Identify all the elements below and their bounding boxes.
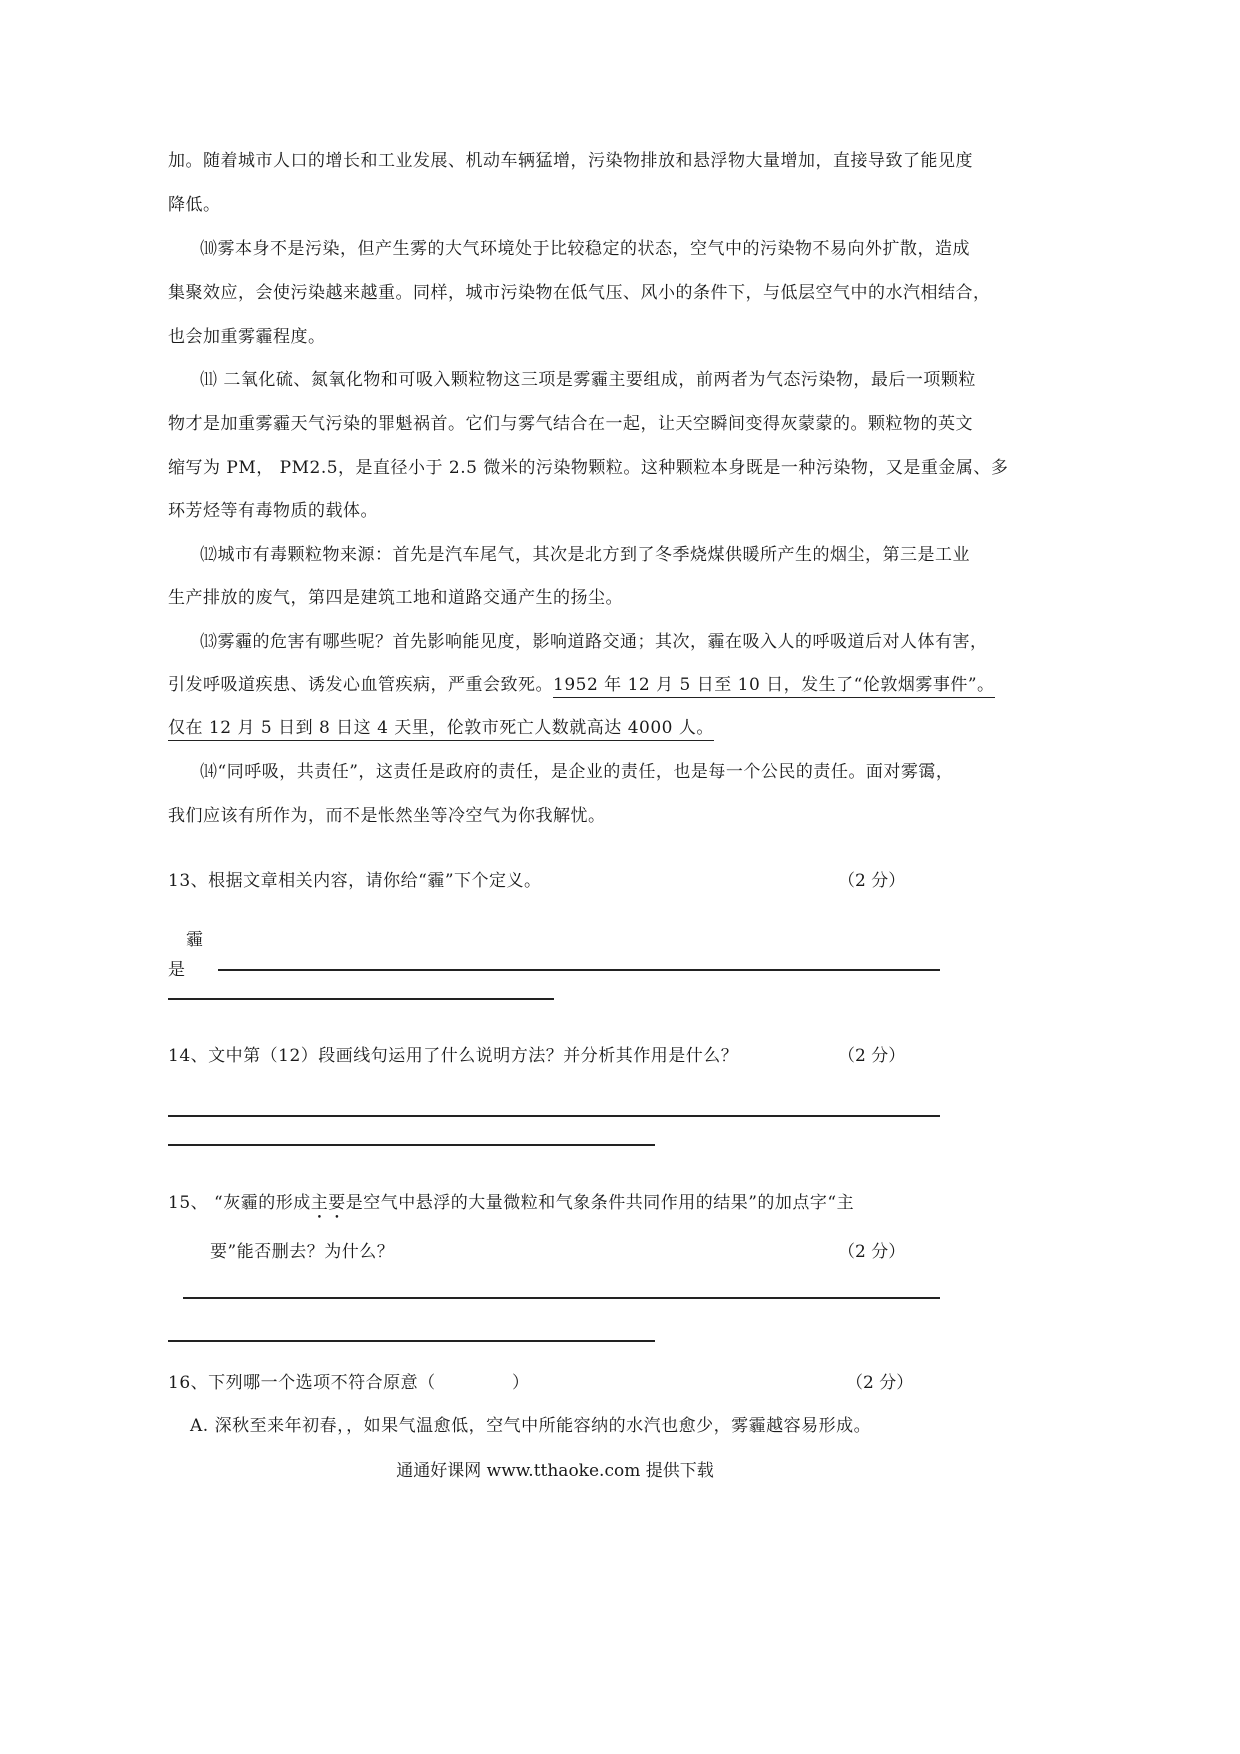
passage-line: 环芳烃等有毒物质的载体。 — [168, 501, 378, 521]
answer-line[interactable] — [168, 998, 554, 1000]
question-13-score: （2 分） — [838, 871, 906, 891]
underlined-sentence: 1952 年 12 月 5 日至 10 日，发生了“伦敦烟雾事件”。 — [553, 675, 995, 698]
passage-line: 集聚效应，会使污染越来越重。同样，城市污染物在低气压、风小的条件下，与低层空气中的水汽相结合， — [168, 283, 991, 303]
answer-paren-close: ） — [512, 1373, 530, 1393]
paragraph-13: ⒀雾霾的危害有哪些呢？首先影响能见度，影响道路交通；其次，霾在吸入人的呼吸道后对人体有害， — [200, 632, 988, 652]
passage-line: 也会加重雾霾程度。 — [168, 327, 326, 347]
question-14-score: （2 分） — [838, 1046, 906, 1066]
answer-line[interactable] — [168, 1340, 655, 1342]
underlined-sentence: 仅在 12 月 5 日到 8 日这 4 天里，伦敦市死亡人数就高达 4000 人。 — [168, 718, 714, 741]
question-15 — [168, 1188, 854, 1223]
passage-line: 我们应该有所作为，而不是怅然坐等冷空气为你我解忧。 — [168, 806, 606, 826]
answer-line[interactable] — [168, 1115, 940, 1117]
dotted-words: 主要 — [310, 1193, 346, 1213]
passage-text: 引发呼吸道疾患、诱发心血管疾病，严重会致死。 — [168, 675, 553, 695]
question-13: 13、根据文章相关内容，请你给“霾”下个定义。 — [168, 871, 542, 891]
question-16: 16、下列哪一个选项不符合原意（ — [168, 1373, 436, 1393]
paragraph-14: ⒁“同呼吸，共责任”，这责任是政府的责任，是企业的责任，也是每一个公民的责任。面对雾霭， — [200, 762, 954, 782]
answer-prefix: 霾 — [186, 930, 204, 950]
answer-line[interactable] — [168, 1144, 655, 1146]
paragraph-11: ⑾ 二氧化硫、氮氧化物和可吸入颗粒物这三项是雾霾主要组成，前两者为气态污染物，最后一项颗粒 — [200, 370, 976, 390]
answer-line[interactable] — [218, 969, 940, 971]
answer-line[interactable] — [183, 1297, 940, 1299]
passage-line: 缩写为 PM， PM2.5，是直径小于 2.5 微米的污染物颗粒。这种颗粒本身既是一种污染物，又是重金属、多 — [168, 458, 1009, 478]
passage-line: 物才是加重雾霾天气污染的罪魁祸首。它们与雾气结合在一起，让天空瞬间变得灰蒙蒙的。颗粒物的英文 — [168, 414, 973, 434]
answer-prefix: 是 — [168, 960, 186, 980]
paragraph-10: ⑽雾本身不是污染，但产生雾的大气环境处于比较稳定的状态，空气中的污染物不易向外扩散，造成 — [200, 239, 970, 259]
question-16-score: （2 分） — [846, 1373, 914, 1393]
question-15-line2: 要”能否删去？为什么？ — [210, 1242, 395, 1262]
passage-line: 降低。 — [168, 195, 221, 215]
passage-line — [168, 713, 714, 738]
question-14: 14、文中第（12）段画线句运用了什么说明方法？并分析其作用是什么？ — [168, 1046, 739, 1066]
question-15-text: 是空气中悬浮的大量微粒和气象条件共同作用的结果”的加点字“主 — [345, 1193, 855, 1213]
question-15-text: 15、 “灰霾的形成 — [168, 1193, 311, 1213]
option-a: A. 深秋至来年初春，，如果气温愈低，空气中所能容纳的水汽也愈少，雾霾越容易形成。 — [190, 1416, 872, 1436]
paragraph-12: ⑿城市有毒颗粒物来源：首先是汽车尾气，其次是北方到了冬季烧煤供暖所产生的烟尘，第三是工业 — [200, 545, 970, 565]
passage-line — [168, 670, 995, 695]
passage-line: 加。随着城市人口的增长和工业发展、机动车辆猛增，污染物排放和悬浮物大量增加，直接导致了能见度 — [168, 151, 973, 171]
footer-credit: 通通好课网 www.tthaoke.com 提供下载 — [396, 1461, 714, 1481]
question-15-score: （2 分） — [838, 1242, 906, 1262]
passage-line: 生产排放的废气，第四是建筑工地和道路交通产生的扬尘。 — [168, 588, 623, 608]
